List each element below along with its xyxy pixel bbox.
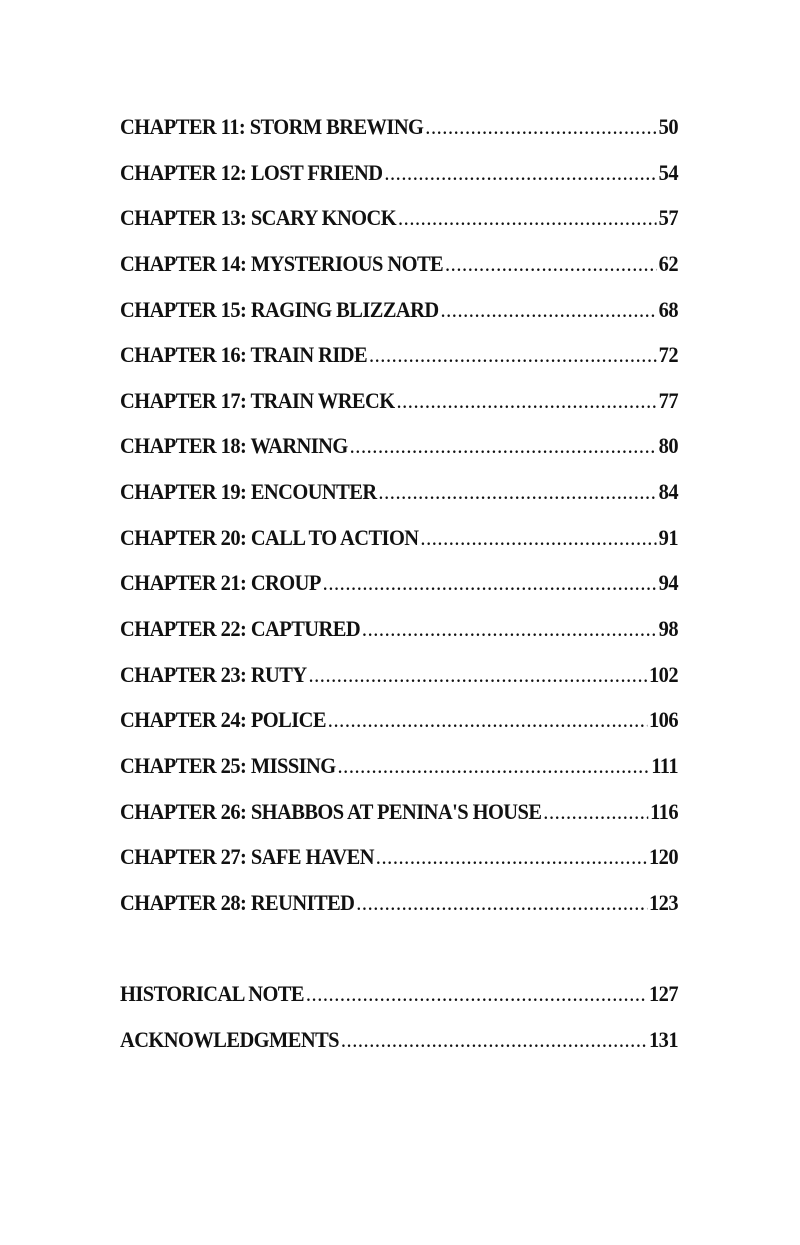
toc-entry-title: CHAPTER 26: SHABBOS AT PENINA'S HOUSE	[120, 798, 542, 824]
dot-leader	[376, 840, 647, 874]
toc-entry-chapter-22	[120, 612, 678, 658]
toc-entry-page-number: 68	[658, 296, 678, 322]
toc-entry-page-number: 54	[658, 159, 678, 185]
section-spacer	[120, 932, 678, 978]
toc-entry-page-number: 111	[651, 752, 678, 778]
toc-entry-chapter-24	[120, 703, 678, 749]
toc-entry-title: CHAPTER 14: MYSTERIOUS NOTE	[120, 250, 444, 276]
dot-leader	[328, 703, 647, 737]
toc-entry-title: CHAPTER 24: POLICE	[120, 707, 326, 733]
table-of-contents	[120, 110, 678, 1068]
toc-entry-page-number: 131	[648, 1026, 678, 1052]
dot-leader	[362, 612, 657, 646]
toc-entry-page-number: 102	[648, 661, 678, 687]
toc-entry-title: ACKNOWLEDGMENTS	[120, 1026, 340, 1052]
toc-entry-chapter-21	[120, 566, 678, 612]
dot-leader	[396, 384, 656, 418]
dot-leader	[398, 201, 657, 235]
toc-entry-acknowledgments	[120, 1023, 678, 1069]
toc-entry-chapter-11	[120, 110, 678, 156]
toc-entry-title: CHAPTER 27: SAFE HAVEN	[120, 844, 374, 870]
toc-entry-chapter-18	[120, 429, 678, 475]
toc-entry-title: HISTORICAL NOTE	[120, 981, 304, 1007]
toc-entry-chapter-26	[120, 795, 678, 841]
dot-leader	[543, 795, 648, 829]
dot-leader	[341, 1023, 647, 1057]
toc-entry-page-number: 116	[650, 798, 678, 824]
dot-leader	[445, 247, 657, 281]
dot-leader	[384, 156, 656, 190]
toc-entry-title: CHAPTER 23: RUTY	[120, 661, 307, 687]
toc-entry-title: CHAPTER 25: MISSING	[120, 752, 336, 778]
toc-entry-page-number: 84	[658, 479, 678, 505]
dot-leader	[350, 429, 657, 463]
toc-entry-page-number: 98	[658, 616, 678, 642]
dot-leader	[440, 293, 656, 327]
toc-entry-chapter-19	[120, 475, 678, 521]
toc-entry-page-number: 72	[658, 342, 678, 368]
toc-entry-chapter-25	[120, 749, 678, 795]
toc-entry-title: CHAPTER 12: LOST FRIEND	[120, 159, 383, 185]
toc-entry-title: CHAPTER 19: ENCOUNTER	[120, 479, 377, 505]
toc-entry-historical-note	[120, 977, 678, 1023]
dot-leader	[306, 977, 647, 1011]
dot-leader	[323, 566, 657, 600]
toc-entry-page-number: 120	[648, 844, 678, 870]
toc-entry-title: CHAPTER 15: RAGING BLIZZARD	[120, 296, 439, 322]
toc-entry-title: CHAPTER 20: CALL TO ACTION	[120, 524, 419, 550]
dot-leader	[425, 110, 657, 144]
toc-entry-chapter-12	[120, 156, 678, 202]
toc-entry-page-number: 57	[658, 205, 678, 231]
toc-entry-chapter-16	[120, 338, 678, 384]
toc-entry-title: CHAPTER 17: TRAIN WRECK	[120, 387, 395, 413]
dot-leader	[378, 475, 656, 509]
toc-entry-chapter-14	[120, 247, 678, 293]
toc-entry-chapter-13	[120, 201, 678, 247]
toc-entry-chapter-15	[120, 293, 678, 339]
toc-entry-page-number: 127	[648, 981, 678, 1007]
dot-leader	[369, 338, 657, 372]
toc-entry-title: CHAPTER 18: WARNING	[120, 433, 348, 459]
toc-entry-page-number: 62	[658, 250, 678, 276]
dot-leader	[308, 658, 647, 692]
toc-entry-chapter-17	[120, 384, 678, 430]
toc-entry-page-number: 77	[658, 387, 678, 413]
toc-entry-chapter-23	[120, 658, 678, 704]
dot-leader	[356, 886, 647, 920]
toc-entry-page-number: 91	[658, 524, 678, 550]
dot-leader	[420, 521, 656, 555]
toc-entry-chapter-27	[120, 840, 678, 886]
toc-entry-title: CHAPTER 21: CROUP	[120, 570, 321, 596]
toc-entry-title: CHAPTER 16: TRAIN RIDE	[120, 342, 368, 368]
toc-entry-title: CHAPTER 28: REUNITED	[120, 889, 355, 915]
toc-entry-title: CHAPTER 22: CAPTURED	[120, 616, 361, 642]
toc-entry-page-number: 80	[658, 433, 678, 459]
toc-entry-chapter-28	[120, 886, 678, 932]
toc-entry-page-number: 50	[658, 114, 678, 139]
toc-entry-chapter-20	[120, 521, 678, 567]
dot-leader	[337, 749, 649, 783]
toc-entry-title: CHAPTER 11: STORM BREWING	[120, 114, 424, 139]
toc-entry-page-number: 106	[648, 707, 678, 733]
toc-entry-page-number: 123	[648, 889, 678, 915]
toc-entry-title: CHAPTER 13: SCARY KNOCK	[120, 205, 397, 231]
toc-entry-page-number: 94	[658, 570, 678, 596]
